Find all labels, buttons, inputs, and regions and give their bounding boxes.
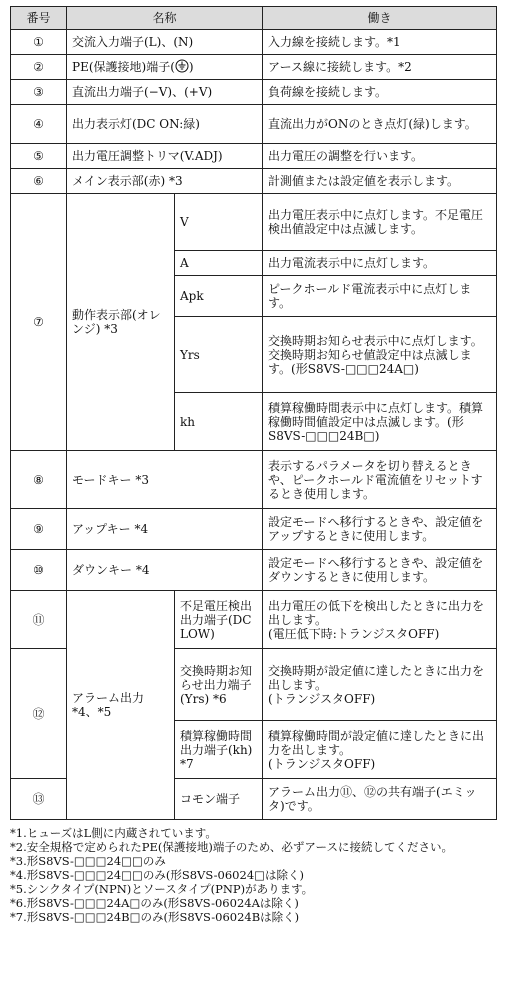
row-number: ③ (11, 80, 67, 105)
footnote (10, 854, 496, 868)
row-name: 動作表示部(オレンジ) *3 (67, 194, 175, 451)
row-name (67, 55, 263, 80)
desc-line: 出力電圧の低下を検出したときに出力を出します。 (268, 598, 485, 627)
table-row (11, 591, 497, 649)
row-name: メイン表示部(赤) *3 (67, 169, 263, 194)
row-name: モードキー *3 (67, 451, 263, 509)
row-desc: 出力電流表示中に点灯します。 (263, 251, 497, 276)
row-number: ④ (11, 105, 67, 144)
row-desc (263, 649, 497, 721)
row-name: アップキー *4 (67, 509, 263, 550)
header-func: 働き (263, 7, 497, 30)
row-name: 交流入力端子(L)、(N) (67, 30, 263, 55)
sub-label: 積算稼働時間出力端子(kh) *7 (175, 721, 263, 779)
row-number: ② (11, 55, 67, 80)
footnote (10, 910, 496, 924)
row-number: ⑦ (11, 194, 67, 451)
desc-line: 積算稼働時間が設定値に達したときに出力を出します。 (268, 728, 485, 757)
row-name: ダウンキー *4 (67, 550, 263, 591)
footnote (10, 840, 496, 854)
table-row (11, 509, 497, 550)
footnote-mark: *5. (10, 882, 27, 896)
row-number: ⑬ (11, 779, 67, 820)
header-name: 名称 (67, 7, 263, 30)
footnote (10, 826, 496, 840)
table-header-row (11, 7, 497, 30)
footnote-mark: *1. (10, 826, 27, 840)
footnote-mark: *6. (10, 896, 27, 910)
desc-note: (トランジスタOFF) (268, 691, 376, 706)
row-desc: 直流出力がONのとき点灯(緑)します。 (263, 105, 497, 144)
footnote-mark: *2. (10, 840, 27, 854)
pe-name-prefix: PE(保護接地)端子( (72, 59, 175, 74)
footnote-text: シンクタイプ(NPN)とソースタイプ(PNP)があります。 (26, 882, 314, 896)
row-number: ① (11, 30, 67, 55)
footnote (10, 896, 496, 910)
row-number: ⑧ (11, 451, 67, 509)
row-desc: 設定モードへ移行するときや、設定値をダウンするときに使用します。 (263, 550, 497, 591)
footnote-text: 形S8VS-□□□24□□のみ (26, 854, 166, 868)
sub-label: コモン端子 (175, 779, 263, 820)
table-row (11, 105, 497, 144)
row-name: 直流出力端子(−V)、(+V) (67, 80, 263, 105)
protective-earth-icon (175, 59, 189, 76)
row-desc: ピークホールド電流表示中に点灯します。 (263, 276, 497, 317)
row-desc: 計測値または設定値を表示します。 (263, 169, 497, 194)
sub-label: kh (175, 393, 263, 451)
row-desc: 出力電圧表示中に点灯します。不足電圧検出値設定中は点滅します。 (263, 194, 497, 251)
footnote (10, 882, 496, 896)
sub-label: 不足電圧検出出力端子(DC LOW) (175, 591, 263, 649)
sub-label: A (175, 251, 263, 276)
table-row (11, 80, 497, 105)
row-number: ⑫ (11, 649, 67, 779)
footnote-text: 形S8VS-□□□24□□のみ(形S8VS-06024□は除く) (26, 868, 304, 882)
sub-label: Apk (175, 276, 263, 317)
row-desc: 入力線を接続します。*1 (263, 30, 497, 55)
row-number: ⑤ (11, 144, 67, 169)
footnote-text: 形S8VS-□□□24B□のみ(形S8VS-06024Bは除く) (26, 910, 300, 924)
table-row (11, 451, 497, 509)
desc-note: (電圧低下時:トランジスタOFF) (268, 626, 440, 641)
row-number: ⑩ (11, 550, 67, 591)
row-desc: 負荷線を接続します。 (263, 80, 497, 105)
footnote-text: 形S8VS-□□□24A□のみ(形S8VS-06024Aは除く) (26, 896, 299, 910)
desc-note: (トランジスタOFF) (268, 756, 376, 771)
row-desc (263, 721, 497, 779)
desc-line: 交換時期が設定値に達したときに出力を出します。 (268, 663, 485, 692)
row-desc: 交換時期お知らせ表示中に点灯します。交換時期お知らせ値設定中は点滅します。(形S8VS-□□□24A□) (263, 317, 497, 393)
footnote-mark: *3. (10, 854, 27, 868)
table-row (11, 55, 497, 80)
row-number: ⑨ (11, 509, 67, 550)
footnote-text: ヒューズはL側に内蔵されています。 (26, 826, 217, 840)
row-number: ⑪ (11, 591, 67, 649)
row-desc: 表示するパラメータを切り替えるときや、ピークホールド電流値をリセットするとき使用します。 (263, 451, 497, 509)
header-num: 番号 (11, 7, 67, 30)
row-desc (263, 591, 497, 649)
row-name: 出力表示灯(DC ON:緑) (67, 105, 263, 144)
footnotes (10, 826, 496, 924)
footnote-mark: *7. (10, 910, 27, 924)
sub-label: 交換時期お知らせ出力端子(Yrs) *6 (175, 649, 263, 721)
sub-label: Yrs (175, 317, 263, 393)
terminal-spec-table (10, 6, 497, 820)
pe-name-suffix: ) (188, 59, 194, 74)
row-name: 出力電圧調整トリマ(V.ADJ) (67, 144, 263, 169)
table-row (11, 144, 497, 169)
row-desc: 出力電圧の調整を行います。 (263, 144, 497, 169)
table-row (11, 194, 497, 251)
sub-label: V (175, 194, 263, 251)
table-row (11, 30, 497, 55)
alarm-output-name: アラーム出力 *4、*5 (67, 591, 175, 820)
table-row (11, 550, 497, 591)
row-desc: アラーム出力⑪、⑫の共有端子(エミッタ)です。 (263, 779, 497, 820)
footnote-text: 安全規格で定められたPE(保護接地)端子のため、必ずアースに接続してください。 (26, 840, 453, 854)
footnote-mark: *4. (10, 868, 27, 882)
row-desc: アース線に接続します。*2 (263, 55, 497, 80)
table-row (11, 169, 497, 194)
row-desc: 積算稼働時間表示中に点灯します。積算稼働時間値設定中は点滅します。(形S8VS-□□□24B□) (263, 393, 497, 451)
row-desc: 設定モードへ移行するときや、設定値をアップするときに使用します。 (263, 509, 497, 550)
footnote (10, 868, 496, 882)
row-number: ⑥ (11, 169, 67, 194)
